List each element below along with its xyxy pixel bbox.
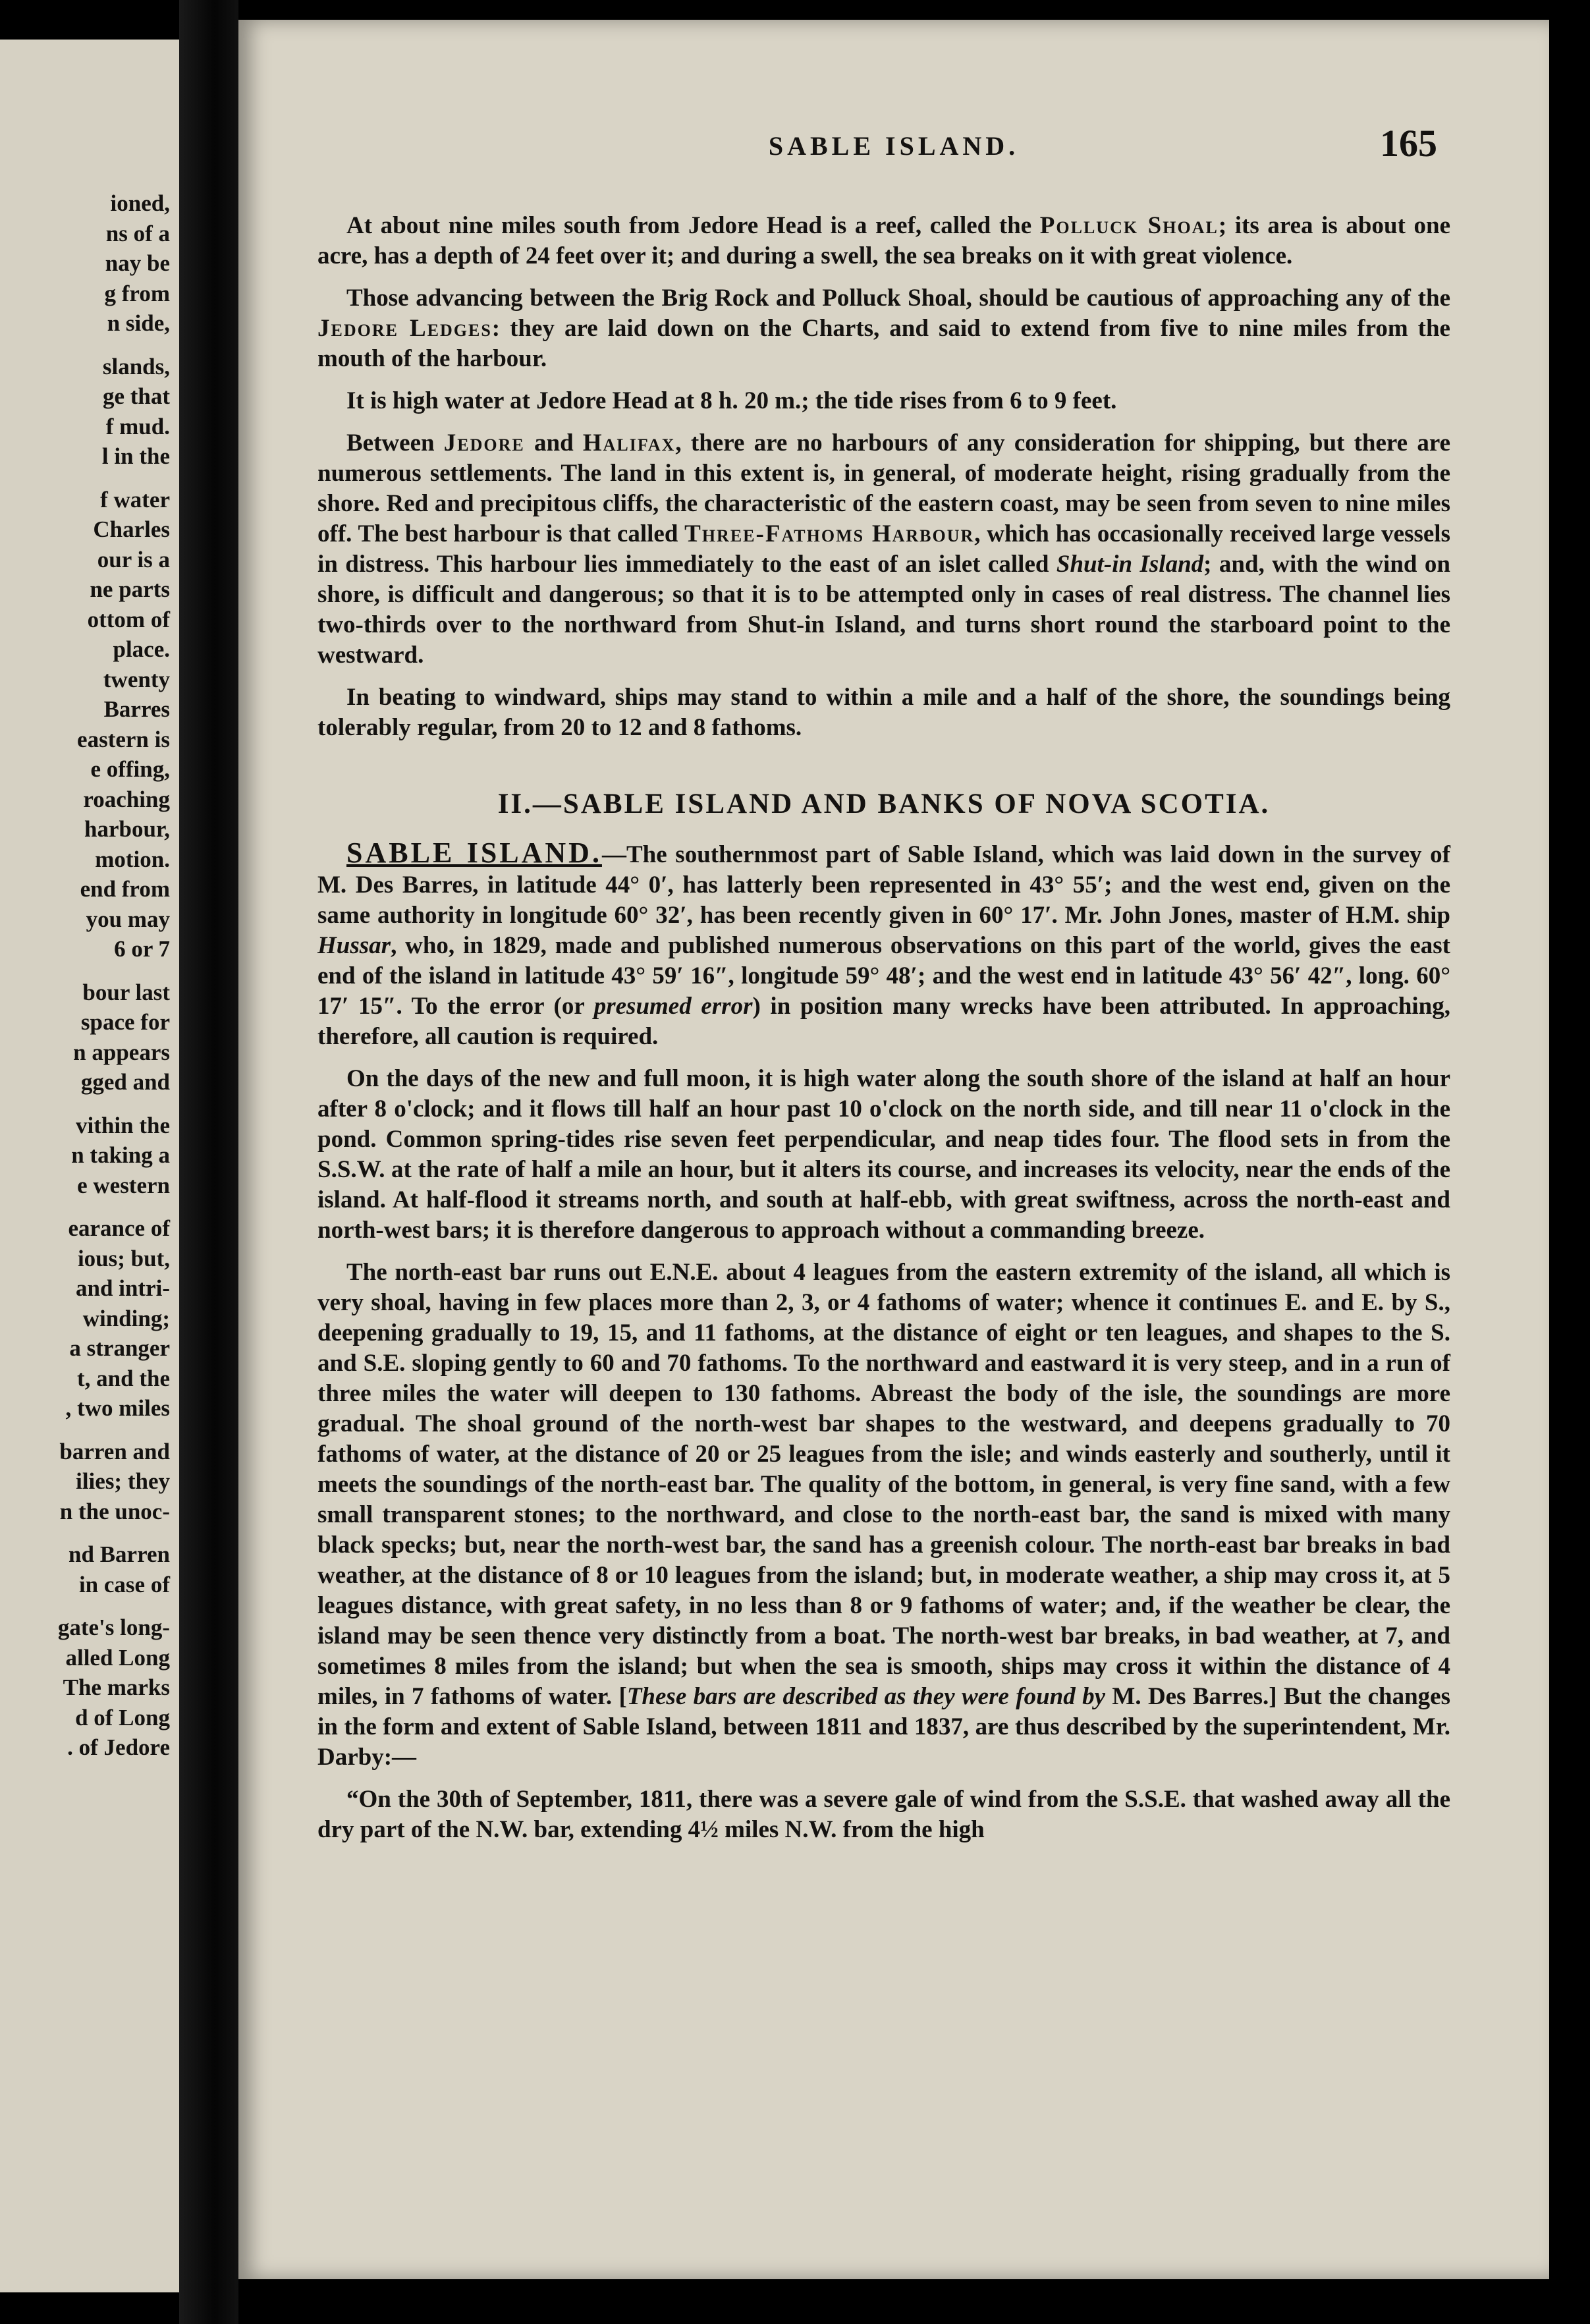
facing-page-line: 6 or 7 [114, 936, 170, 962]
facing-page-line: n side, [107, 310, 170, 336]
facing-page-line: barren and [59, 1438, 170, 1464]
facing-page-line: slands, [102, 353, 170, 379]
facing-page-line: gate's long- [57, 1615, 170, 1640]
facing-page-line: f mud. [105, 413, 170, 439]
paragraph-polluck-shoal: At about nine miles south from Jedore Head is a reef, called the Polluck Shoal; its area is about one acre, has a depth of 24 feet over it; and during a swell, the sea breaks on it with great violence. [317, 212, 1450, 269]
facing-page-line: e offing, [90, 756, 170, 782]
paragraph-jedore-halifax: Between Jedore and Halifax, there are no harbours of any consideration for shipping, but there are numerous settlements. The land in this extent is, in general, of moderate height, rising gradually from the shore. Red and precipitous cliffs, the characteristic of the eastern coast, may be seen from seven to nine miles off. The best harbour is that called Three-Fathoms Harbour, which has occasionally received large vessels in distress. This harbour lies immediately to the east of an islet called Shut-in Island; and, with the wind on shore, is difficult and dangerous; so that it is to be attempted only in cases of real distress. The channel lies two-thirds over to the northward from Shut-in Island, and turns short round the starboard point to the westward. [317, 429, 1450, 669]
facing-page-line: ilies; they [76, 1468, 170, 1494]
facing-page-line: Barres [103, 696, 170, 722]
paragraph-tides: On the days of the new and full moon, it is high water along the south shore of the island at half an hour after 8 o'clock; and it flows till half an hour past 10 o'clock on the north side, and till near 11 o'clock in the pond. Common spring-tides rise seven feet perpendicular, and neap tides four. The flood sets in from the S.S.W. at the rate of half a mile an hour, but it alters its course, and increases its velocity, near the ends of the island. At half-flood it streams north, and south at half-ebb, with great swiftness, across the north-east and north-west bars; it is therefore dangerous to approach without a commanding breeze. [317, 1065, 1450, 1244]
facing-page-line: g from [104, 280, 170, 306]
paragraph-jedore-ledges: Those advancing between the Brig Rock and Polluck Shoal, should be cautious of approaching any of the Jedore Ledges: they are laid down on the Charts, and said to extend from five to nine miles from the mouth of the harbour. [317, 285, 1450, 372]
facing-page-line: ne parts [90, 576, 170, 602]
facing-page-line: n the unoc- [59, 1498, 170, 1524]
facing-page-line: end from [80, 876, 170, 902]
facing-page-line: nay be [105, 250, 170, 276]
facing-page-line: place. [113, 636, 170, 662]
paragraph-lead-heading: SABLE ISLAND. [346, 837, 602, 869]
paragraph-high-water: It is high water at Jedore Head at 8 h. 20 m.; the tide rises from 6 to 9 feet. [346, 387, 1117, 414]
facing-page-line: harbour, [84, 816, 170, 842]
facing-page-line: The marks [63, 1674, 170, 1700]
facing-page-line: . of Jedore [67, 1734, 170, 1760]
place-name: Jedore [443, 429, 525, 456]
facing-page-line: f water [100, 486, 170, 512]
paragraph-beating-windward: In beating to windward, ships may stand to within a mile and a half of the shore, the soundings being tolerably regular, from 20 to 12 and 8 fathoms. [317, 684, 1450, 741]
facing-page-line: ioned, [110, 190, 170, 216]
place-name: Halifax [582, 429, 676, 456]
book-gutter [179, 0, 238, 2324]
facing-page-line: bour last [82, 979, 170, 1005]
facing-page-line: nd Barren [69, 1541, 170, 1567]
place-name: Jedore Ledges [317, 315, 492, 342]
facing-page-line: vithin the [76, 1112, 170, 1138]
facing-page-line: space for [80, 1009, 170, 1035]
facing-page-line: e western [77, 1172, 170, 1198]
facing-page-line: d of Long [75, 1704, 170, 1730]
facing-page-line: you may [86, 906, 170, 932]
page-body [317, 211, 1450, 1857]
facing-page-line: , two miles [65, 1395, 170, 1421]
facing-page-line: in case of [78, 1571, 170, 1597]
facing-page-line: gged and [80, 1069, 170, 1095]
book-page [238, 20, 1549, 2279]
facing-page-line: twenty [103, 666, 170, 692]
facing-page-line: earance of [68, 1215, 170, 1241]
place-name: Polluck Shoal [1039, 212, 1219, 239]
facing-page-line: t, and the [77, 1365, 170, 1391]
paragraph-sable-island: SABLE ISLAND.—The southernmost part of Sable Island, which was laid down in the survey of M. Des Barres, in latitude 44° 0′, has latterly been represented in 43° 55′; and the west end, given on the same authority in longitude 60° 32′, has been recently given in 60° 17′. Mr. John Jones, master of H.M. ship Hussar, who, in 1829, made and published numerous observations on this part of the world, gives the east end of the island in latitude 43° 59′ 16″, longitude 59° 48′; and the west end in latitude 43° 56′ 42″, long. 60° 17′ 15″. To the error (or presumed error) in position many wrecks have been attributed. In approaching, therefore, all caution is required. [317, 837, 1451, 1050]
italic-phrase: presumed error [593, 993, 753, 1020]
place-name: Three-Fathoms Harbour [684, 520, 975, 547]
facing-page-line: motion. [95, 846, 170, 872]
facing-page-line: ottom of [87, 606, 170, 632]
facing-page-line: l in the [101, 443, 170, 469]
facing-page-line: our is a [97, 546, 170, 572]
page-number: 165 [1380, 122, 1437, 165]
paragraph-quotation: “On the 30th of September, 1811, there was a severe gale of wind from the S.S.E. that washed away all the dry part of the N.W. bar, extending 4½ miles N.W. from the high [317, 1786, 1450, 1843]
facing-page-line: ns of a [105, 220, 170, 246]
section-heading: II.—SABLE ISLAND AND BANKS OF NOVA SCOTIA. [497, 788, 1271, 819]
facing-page-line: roaching [83, 786, 170, 812]
facing-page-fragment [0, 40, 179, 2292]
italic-note: These bars are described as they were found by [626, 1683, 1106, 1710]
facing-page-line: Charles [93, 516, 170, 542]
facing-page-line: n taking a [71, 1142, 170, 1168]
page-header [238, 122, 1549, 170]
facing-page-line: ious; but, [77, 1245, 170, 1271]
place-name-italic: Shut-in Island [1056, 551, 1204, 578]
facing-page-line: winding; [82, 1305, 170, 1331]
facing-page-line: a stranger [69, 1335, 170, 1361]
facing-page-line: eastern is [77, 726, 170, 752]
facing-page-line: alled Long [65, 1644, 170, 1671]
facing-page-line: ge that [102, 383, 170, 409]
facing-page-line: and intri- [76, 1275, 170, 1301]
paragraph-bars: The north-east bar runs out E.N.E. about 4 leagues from the eastern extremity of the island, all which is very shoal, having in few places more than 2, 3, or 4 fathoms of water; whence it continues E. and E. by S., deepening gradually to 19, 15, and 11 fathoms, at the distance of eight or ten leagues, and shapes to the S. and S.E. sloping gently to 60 and 70 fathoms. To the northward and eastward it is very steep, and in a run of three miles the water will deepen to 130 fathoms. Abreast the body of the isle, the soundings are more gradual. The shoal ground of the north-west bar shapes to the westward, and deepens gradually to 70 fathoms of water, at the distance of 20 or 25 leagues from the isle; and winds easterly and southerly, until it meets the soundings of the north-east bar. The quality of the bottom, in general, is very fine sand, with a few small transparent stones; to the northward, and close to the north-east bar, the sand is mixed with many black specks; but, near the north-west bar, the sand has a greenish colour. The north-east bar breaks in bad weather, at the distance of 8 or 10 leagues from the island; but, in moderate weather, a ship may cross it, at 5 leagues distance, with great safety, in no less than 8 or 9 fathoms of water; and, if the weather be clear, the island may be seen thence very distinctly from a boat. The north-west bar breaks, in bad weather, at 7, and sometimes 8 miles from the island; but when the sea is smooth, ships may cross it within the distance of 4 miles, in 7 fathoms of water. [These bars are described as they were found by M. Des Barres.] But the changes in the form and extent of Sable Island, between 1811 and 1837, are thus described by the superintendent, Mr. Darby:— [317, 1259, 1451, 1771]
running-head: SABLE ISLAND. [768, 131, 1020, 161]
ship-name: Hussar [317, 932, 391, 959]
facing-page-line: n appears [73, 1039, 170, 1065]
